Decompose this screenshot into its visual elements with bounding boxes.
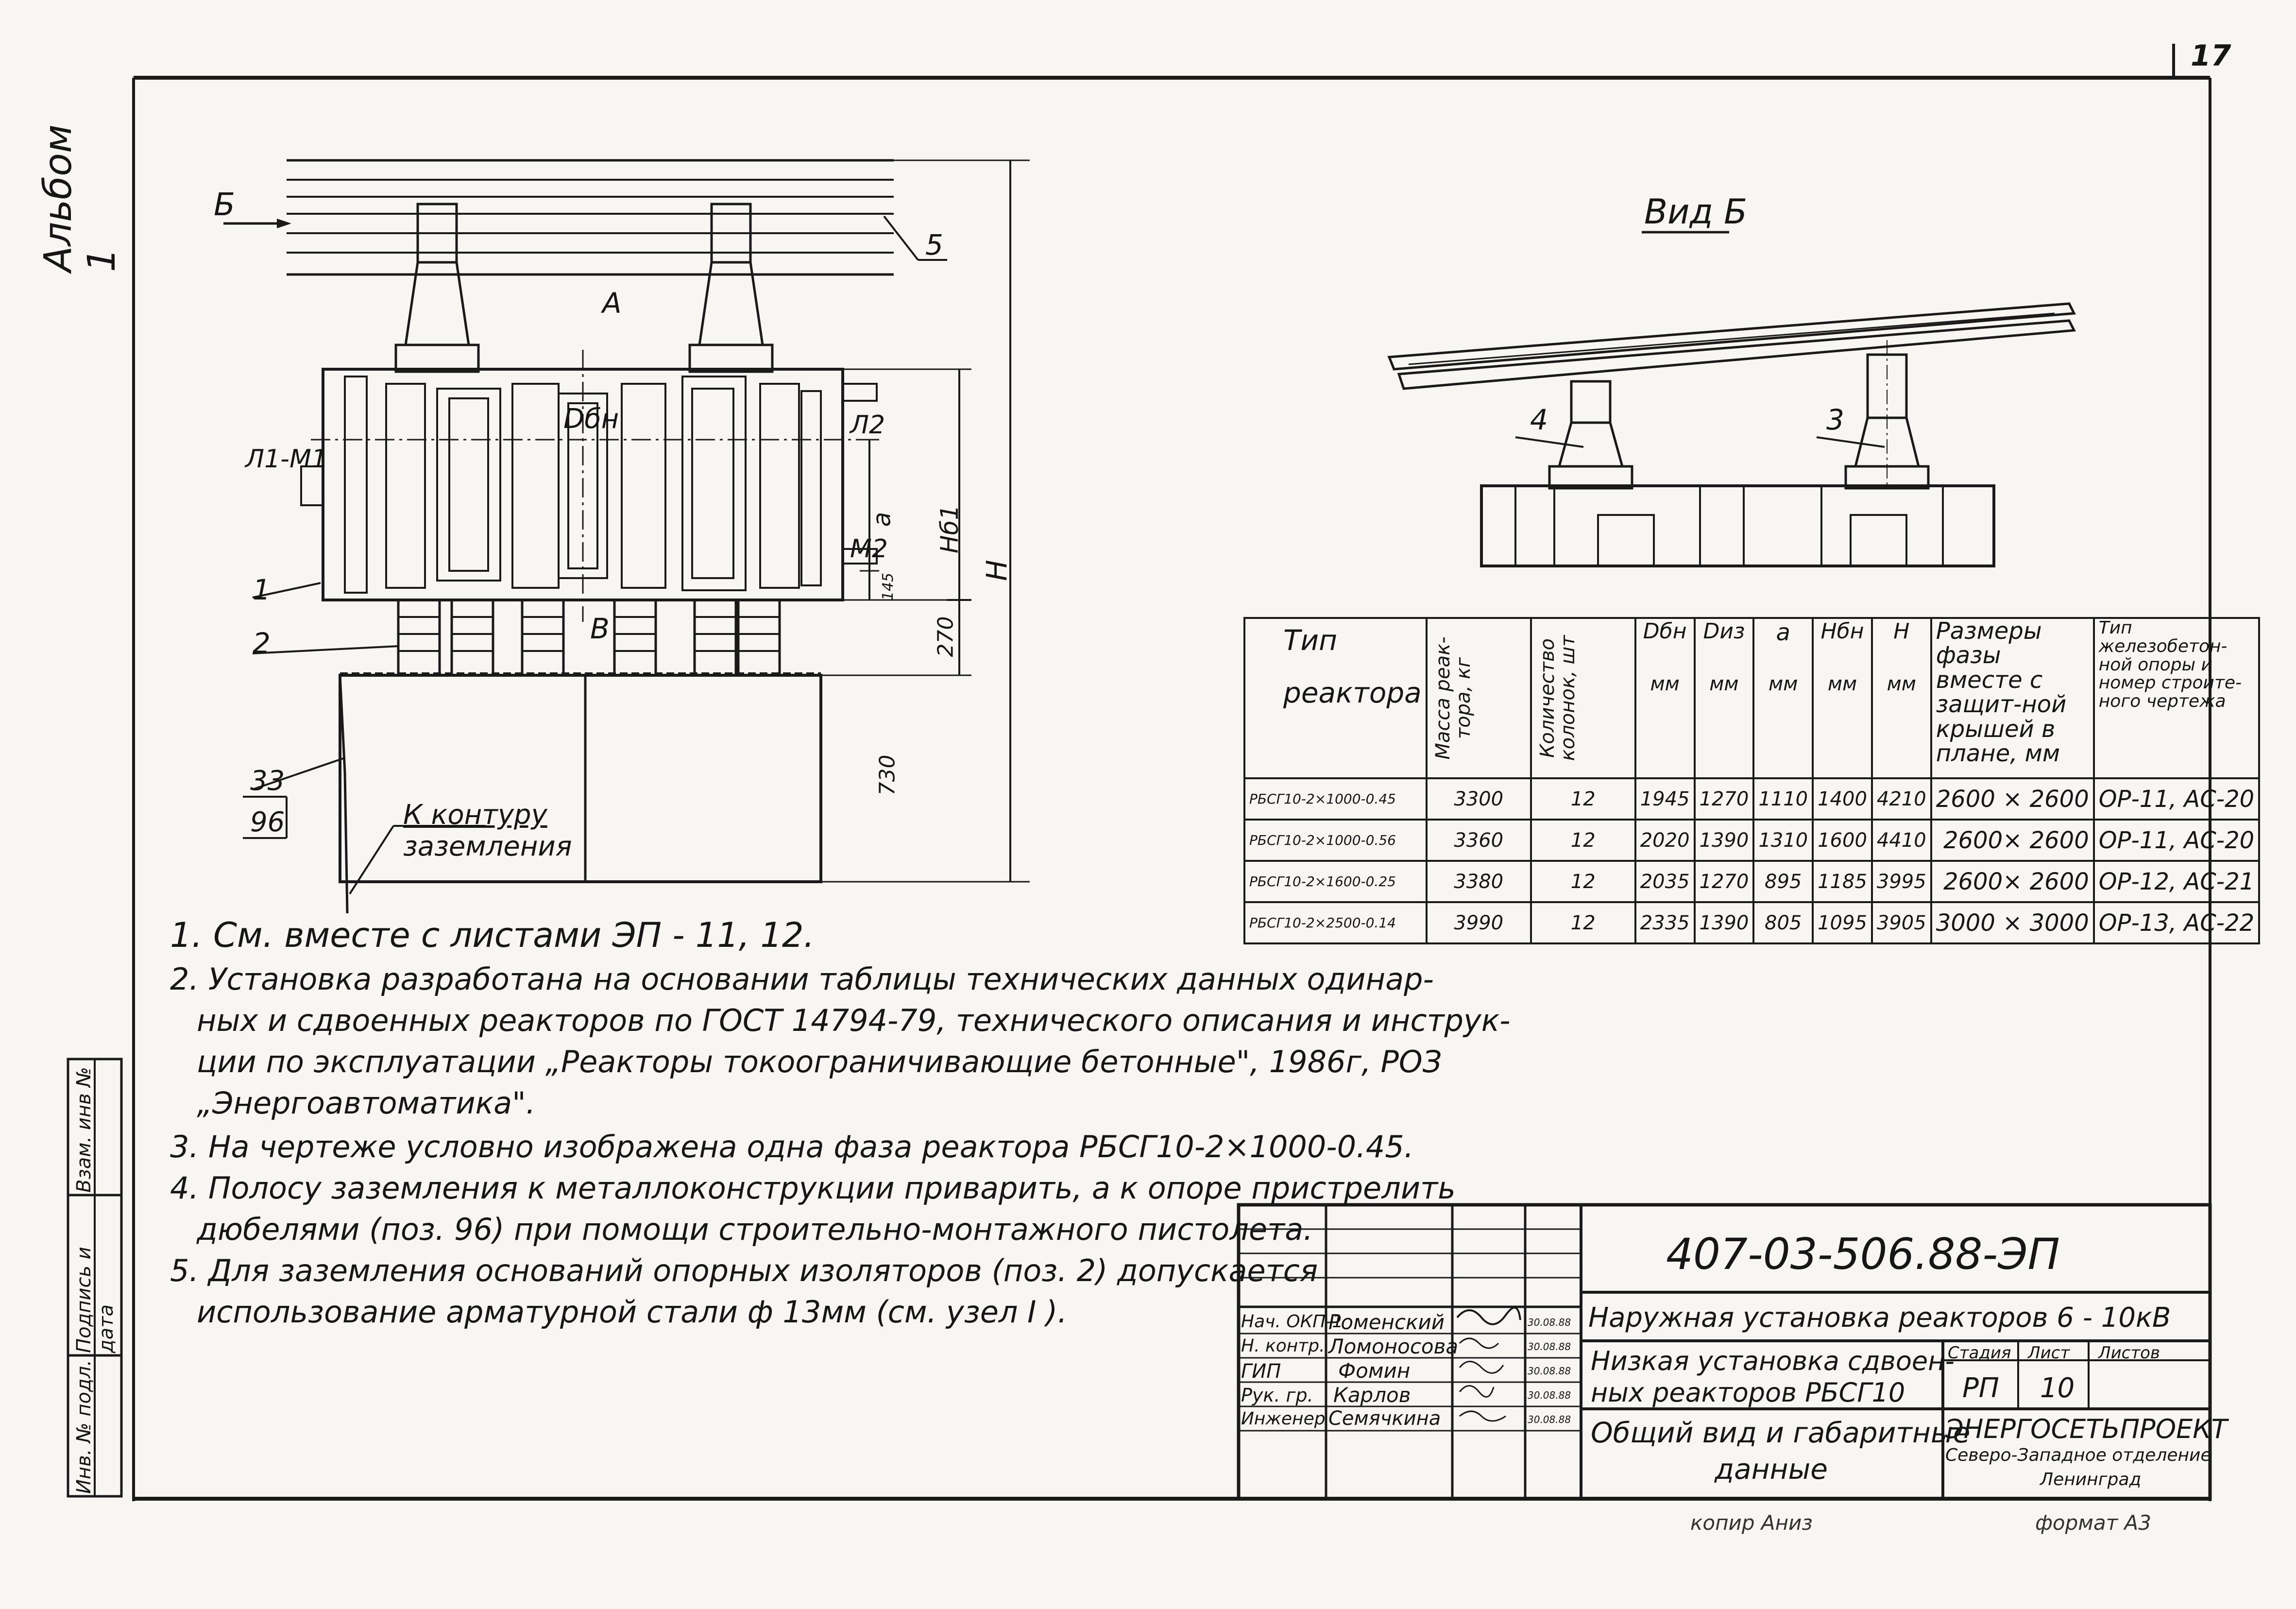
- drawing-title-2: данные: [1715, 1453, 1828, 1486]
- hdr-h-unit: мм: [1887, 673, 1916, 695]
- cell-type: РБСГ10-2×1000-0.56: [1244, 820, 1427, 861]
- hdr-type-2: реактора: [1283, 676, 1422, 709]
- signer-name: Роменский: [1328, 1310, 1445, 1334]
- spec-row: [1244, 820, 2259, 861]
- cell-diz: 1390: [1695, 902, 1754, 943]
- note-line: 2. Установка разработана на основании таблицы технических данных одинар-: [170, 961, 1434, 997]
- callout-33: 33: [250, 765, 285, 797]
- signer-name: Фомин: [1338, 1359, 1411, 1383]
- org-name-3: Ленинград: [2040, 1470, 2142, 1489]
- hdr-type: [1244, 618, 1427, 778]
- sheet-title-2: ных реакторов РБСГ10: [1591, 1377, 1905, 1408]
- cell-a: 1110: [1753, 778, 1813, 820]
- view-b-callout-3: 3: [1826, 403, 1844, 436]
- cell-mass: 3360: [1427, 820, 1531, 861]
- cell-dbn: 2335: [1635, 902, 1695, 943]
- hdr-a-text: а: [1776, 619, 1790, 646]
- hdr-dbn-text: Dбн: [1643, 619, 1687, 644]
- reactor-front-view: [223, 160, 1030, 913]
- cell-size: 2600× 2600: [1931, 820, 2094, 861]
- signer-role: Нач. ОКП-1: [1241, 1312, 1344, 1332]
- signer-date: 30.08.88: [1528, 1389, 1571, 1401]
- cell-count: 12: [1531, 861, 1635, 902]
- hdr-a: [1753, 618, 1813, 778]
- hdr-dbn: [1635, 618, 1695, 778]
- signer-role: Инженер: [1241, 1409, 1326, 1429]
- cell-a: 895: [1753, 861, 1813, 902]
- cell-type: РБСГ10-2×1000-0.45: [1244, 778, 1427, 820]
- drawing-title-1: Общий вид и габаритные: [1591, 1416, 1971, 1449]
- reactor-body: [301, 350, 877, 622]
- cell-dbn: 2035: [1635, 861, 1695, 902]
- sheet-value: 10: [2040, 1372, 2075, 1404]
- sheet-title-1: Низкая установка сдвоен-: [1591, 1346, 1955, 1376]
- signer-name: Семячкина: [1328, 1407, 1441, 1430]
- callout-5: 5: [925, 228, 943, 261]
- cell-a: 805: [1753, 902, 1813, 943]
- dim-label-small: 145: [880, 572, 897, 601]
- signer-name: Карлов: [1333, 1383, 1411, 1407]
- org-name-1: ЭНЕРГОСЕТЬПРОЕКТ: [1945, 1414, 2228, 1444]
- signer-role: Рук. гр.: [1241, 1385, 1313, 1406]
- sheet-number: 17: [2191, 39, 2231, 73]
- cell-mass: 3990: [1427, 902, 1531, 943]
- cell-support: ОР-11, АС-20: [2094, 820, 2259, 861]
- hdr-count-text: Количество колонок, шт: [1536, 635, 1579, 761]
- spec-row: [1244, 861, 2259, 902]
- album-label: Альбом 1: [36, 124, 124, 272]
- note-line: 1. См. вместе с листами ЭП - 11, 12.: [170, 915, 815, 955]
- signer-date: 30.08.88: [1528, 1414, 1571, 1425]
- upper-insulator-left: [396, 204, 478, 372]
- cell-size: 2600 × 2600: [1931, 778, 2094, 820]
- hdr-mass-text: Масса реак-тора, кг: [1431, 636, 1475, 760]
- view-b-title: Вид Б: [1644, 192, 1748, 232]
- cell-mass: 3300: [1427, 778, 1531, 820]
- arrow-label-b: B: [590, 612, 610, 645]
- copied-by: копир Аниз: [1690, 1511, 1813, 1535]
- cell-mass: 3380: [1427, 861, 1531, 902]
- cell-type: РБСГ10-2×1600-0.25: [1244, 861, 1427, 902]
- cell-hb: 1600: [1813, 820, 1872, 861]
- note-line: 3. На чертеже условно изображена одна фаза реактора РБСГ10-2×1000-0.45.: [170, 1129, 1414, 1164]
- cell-h: 4410: [1872, 820, 1931, 861]
- callout-96: 96: [250, 806, 285, 838]
- spec-row: [1244, 902, 2259, 943]
- doc-code: 407-03-506.88-ЭП: [1666, 1229, 2060, 1279]
- hdr-hb-text: Нбн: [1820, 619, 1864, 644]
- cell-size: 2600× 2600: [1931, 861, 2094, 902]
- label-m2: М2: [850, 534, 888, 564]
- note-line: 4. Полосу заземления к металлоконструкции приварить, а к опоре пристрелить: [170, 1170, 1456, 1206]
- arrow-label-a: A: [602, 287, 622, 320]
- cell-support: ОР-13, АС-22: [2094, 902, 2259, 943]
- note-line: дюбелями (поз. 96) при помощи строительно-монтажного пистолета.: [197, 1212, 1313, 1247]
- cell-support: ОР-11, АС-20: [2094, 778, 2259, 820]
- stamp-signature-date: Подпись и дата: [73, 1247, 118, 1353]
- cell-hb: 1185: [1813, 861, 1872, 902]
- stage-value: РП: [1962, 1372, 1999, 1404]
- hdr-diz-unit: мм: [1709, 673, 1739, 695]
- hdr-support: Тип железобетон-ной опоры и номер строите-ного чертежа: [2094, 618, 2259, 778]
- cell-count: 12: [1531, 778, 1635, 820]
- ground-label-1: К контуру: [403, 799, 547, 831]
- callout-1: 1: [253, 573, 271, 606]
- dim-label-a: a: [867, 512, 896, 527]
- label-l2: Л2: [850, 411, 885, 440]
- cell-h: 4210: [1872, 778, 1931, 820]
- cell-dbn: 1945: [1635, 778, 1695, 820]
- cell-hb: 1400: [1813, 778, 1872, 820]
- signer-date: 30.08.88: [1528, 1341, 1571, 1352]
- cell-count: 12: [1531, 820, 1635, 861]
- cell-diz: 1270: [1695, 778, 1754, 820]
- hdr-hb-unit: мм: [1827, 673, 1857, 695]
- callout-2: 2: [253, 627, 271, 660]
- hdr-h: [1872, 618, 1931, 778]
- note-line: ных и сдвоенных реакторов по ГОСТ 14794-79, технического описания и инструк-: [197, 1003, 1511, 1038]
- view-b-drawing: [1389, 232, 2074, 566]
- cell-type: РБСГ10-2×2500-0.14: [1244, 902, 1427, 943]
- hdr-a-unit: мм: [1769, 673, 1798, 695]
- cell-size: 3000 × 3000: [1931, 902, 2094, 943]
- stamp-original-inv: Инв. № подл.: [73, 1360, 95, 1494]
- busbar-stack: [287, 160, 894, 274]
- note-line: 5. Для заземления оснований опорных изоляторов (поз. 2) допускается: [170, 1253, 1318, 1288]
- dim-label-h: H: [980, 560, 1013, 581]
- cell-hb: 1095: [1813, 902, 1872, 943]
- hdr-hb: [1813, 618, 1872, 778]
- note-line: использование арматурной стали ф 13мм (см. узел I ).: [197, 1294, 1068, 1330]
- cell-a: 1310: [1753, 820, 1813, 861]
- spec-header-row: [1244, 618, 2259, 778]
- cell-h: 3905: [1872, 902, 1931, 943]
- note-line: ции по эксплуатации „Реакторы токоограничивающие бетонные", 1986г, РОЗ: [197, 1044, 1442, 1079]
- hdr-type-1: Тип: [1283, 624, 1338, 657]
- dim-label-hb1: Нб1: [935, 504, 964, 554]
- cell-diz: 1270: [1695, 861, 1754, 902]
- project-title: Наружная установка реакторов 6 - 10кВ: [1588, 1302, 2171, 1334]
- stamp-replaced-inv: Взам. инв №: [73, 1067, 95, 1193]
- label-l1-m1: Л1-М1: [245, 445, 327, 474]
- hdr-mass: [1427, 618, 1531, 778]
- cell-diz: 1390: [1695, 820, 1754, 861]
- hdr-diz: [1695, 618, 1754, 778]
- support-insulators: [398, 600, 780, 675]
- signer-date: 30.08.88: [1528, 1317, 1571, 1328]
- section-label-b: Б: [214, 187, 235, 223]
- signer-role: Н. контр.: [1241, 1336, 1325, 1356]
- cell-support: ОР-12, АС-21: [2094, 861, 2259, 902]
- cell-h: 3995: [1872, 861, 1931, 902]
- hdr-diz-text: Dиз: [1703, 619, 1745, 644]
- signer-name: Ломоносова: [1328, 1335, 1459, 1358]
- sheet-label: Лист: [2028, 1343, 2070, 1363]
- cell-count: 12: [1531, 902, 1635, 943]
- concrete-base: [340, 674, 821, 913]
- dim-label-270: 270: [933, 616, 958, 657]
- signer-role: ГИП: [1241, 1360, 1281, 1383]
- sheets-label: Листов: [2098, 1343, 2160, 1363]
- cell-dbn: 2020: [1635, 820, 1695, 861]
- hdr-dbn-unit: мм: [1650, 673, 1680, 695]
- spec-row: [1244, 778, 2259, 820]
- note-line: „Энергоавтоматика".: [197, 1085, 536, 1121]
- spec-table: [1243, 617, 2260, 944]
- paper-format: формат А3: [2035, 1511, 2151, 1535]
- hdr-size: Размеры фазы вместе с защит-ной крышей в плане, мм: [1931, 618, 2094, 778]
- dimension-lines: [799, 160, 1030, 882]
- ground-label-2: заземления: [403, 831, 572, 862]
- org-name-2: Северо-Западное отделение: [1945, 1445, 2211, 1465]
- view-b-callout-4: 4: [1530, 403, 1548, 436]
- stage-label: Стадия: [1948, 1343, 2011, 1363]
- label-d-bn: Dбн: [563, 403, 619, 435]
- upper-insulator-right: [690, 204, 772, 372]
- hdr-count: [1531, 618, 1635, 778]
- signer-date: 30.08.88: [1528, 1365, 1571, 1377]
- hdr-h-text: Н: [1893, 619, 1910, 644]
- dim-label-730: 730: [875, 754, 900, 796]
